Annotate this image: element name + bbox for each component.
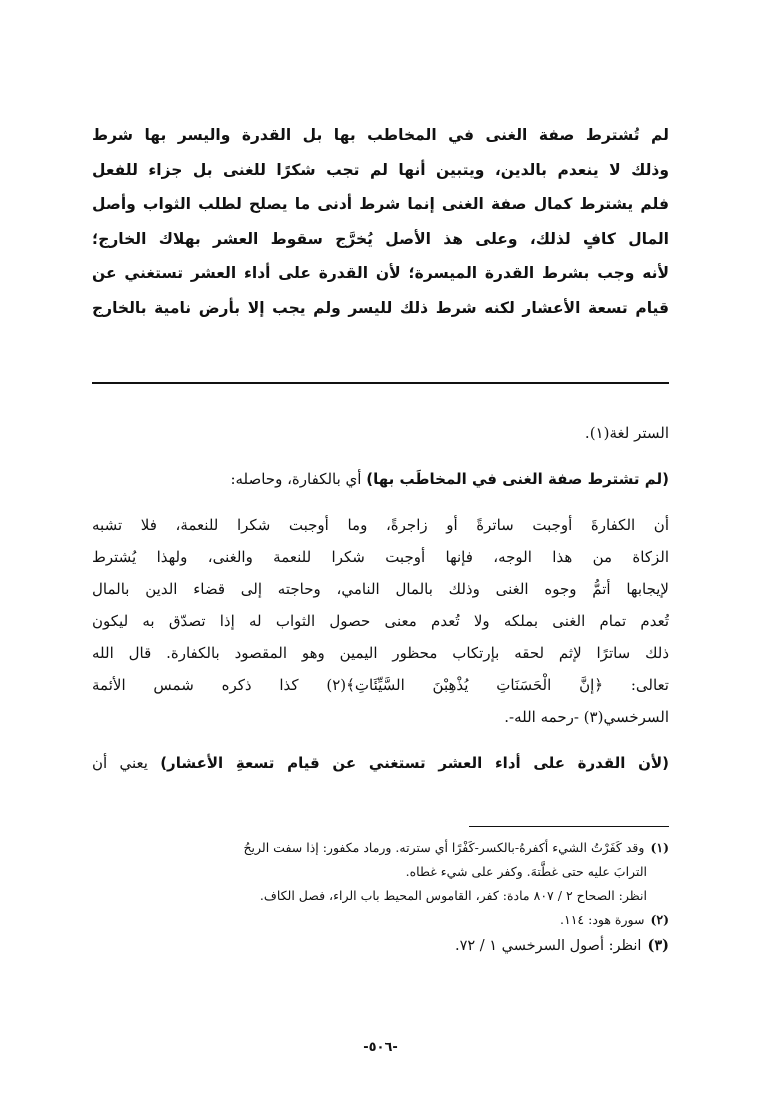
footnote-text: الترابَ عليه حتى غطَّتهَ. وكفر على شيء غطاه. <box>405 864 647 879</box>
matn-line: وذلك لا ينعدم بالدين، ويتبين أنها لم تجب شكرًا للغنى بل جزاء للفعل <box>92 160 669 179</box>
footnote-text: سورة هود: ١١٤. <box>560 912 645 927</box>
commentary-line: الستر لغة(١). <box>584 424 669 442</box>
commentary-block <box>92 417 669 779</box>
commentary-quote-rest: يعني أن <box>92 754 161 772</box>
commentary-line: تُعدم تمام الغنى بملكه ولا تُعدم معنى حصول الثواب له إذا تصدّق به ليكون <box>92 612 669 630</box>
main-text-block <box>92 118 669 325</box>
footnote-1-reference <box>92 884 669 908</box>
spacer <box>92 733 669 747</box>
footnote-1 <box>92 836 669 860</box>
matn-line: لم تُشترط صفة الغنى في المخاطب بها بل القدرة واليسر بها شرط <box>92 126 669 144</box>
footnote-text: وقد كَفَرْتُ الشيء أكفرهُ-بالكسر-كَفْرًا أي سترته. ورماد مكفور: إذا سفت الريحُ <box>243 840 645 855</box>
commentary-quote-rest: أي بالكفارة، وحاصله: <box>230 470 367 488</box>
footnote-2 <box>92 908 669 932</box>
footnote-text: انظر: أصول السرخسي ١ / ٧٢. <box>454 938 642 954</box>
footnote-number: (٢) <box>650 912 669 927</box>
commentary-quote-line <box>92 747 669 779</box>
matn-line: المال كافٍ لذلك، وعلى هذ الأصل يُخرَّج سقوط العشر بهلاك الخارج؛ <box>92 229 669 248</box>
commentary-line: السرخسي(٣) -رحمه الله-. <box>504 708 669 726</box>
commentary-line: لإيجابها أتمُّ وجوه الغنى وذلك بالمال النامي، وحاجته إلى قضاء الدين بالمال <box>92 580 669 598</box>
spacer <box>92 495 669 509</box>
commentary-line: أن الكفارةَ أوجبت ساترةً أو زاجرةً، وما أوجبت شكرا للنعمة، فلا تشبه <box>92 516 669 534</box>
footnote-3 <box>92 932 669 960</box>
footnotes-block <box>92 836 669 960</box>
matn-line: فلم يشترط كمال صفة الغنى إنما شرط أدنى ما يصلح لطلب الثواب وأصل <box>92 195 669 213</box>
matn-line: لأنه وجب بشرط القدرة الميسرة؛ لأن القدرة على أداء العشر تستغني عن <box>92 264 669 282</box>
footnote-text: انظر: الصحاح ٢ / ٨٠٧ مادة: كفر، القاموس المحيط باب الراء، فصل الكاف. <box>259 888 647 903</box>
footnote-number: (٣) <box>647 937 669 954</box>
page-number: -٥٠٦- <box>363 1040 398 1055</box>
commentary-line: ذلك ساترًا لإثم لحقه بإرتكاب محظور اليمين وهو المقصود بالكفارة. قال الله <box>92 644 669 662</box>
spacer <box>92 449 669 463</box>
footnote-number: (١) <box>650 840 669 855</box>
commentary-line: تعالى: ﴿إنَّ الْحَسَنَاتِ يُذْهِبْنَ السَّيِّئَاتِ﴾(٢) كذا ذكره شمس الأئمة <box>92 676 669 694</box>
commentary-line: الزكاة من هذا الوجه، فإنها أوجبت شكرا للنعمة والغنى، ولهذا يُشترط <box>92 548 669 566</box>
commentary-quote: (لم تشترط صفة الغنى في المخاطَب بها) <box>366 470 669 488</box>
matn-line: قيام تسعة الأعشار لكنه شرط ذلك لليسر ولم يجب إلا بأرض نامية بالخارج <box>92 298 669 317</box>
footnote-separator <box>469 826 669 827</box>
commentary-quote-line <box>92 463 669 495</box>
footnote-1-continued <box>92 860 669 884</box>
commentary-quote: (لأن القدرة على أداء العشر تستغني عن قيام تسعةِ الأعشار) <box>160 754 669 772</box>
separator-rule <box>92 382 669 384</box>
